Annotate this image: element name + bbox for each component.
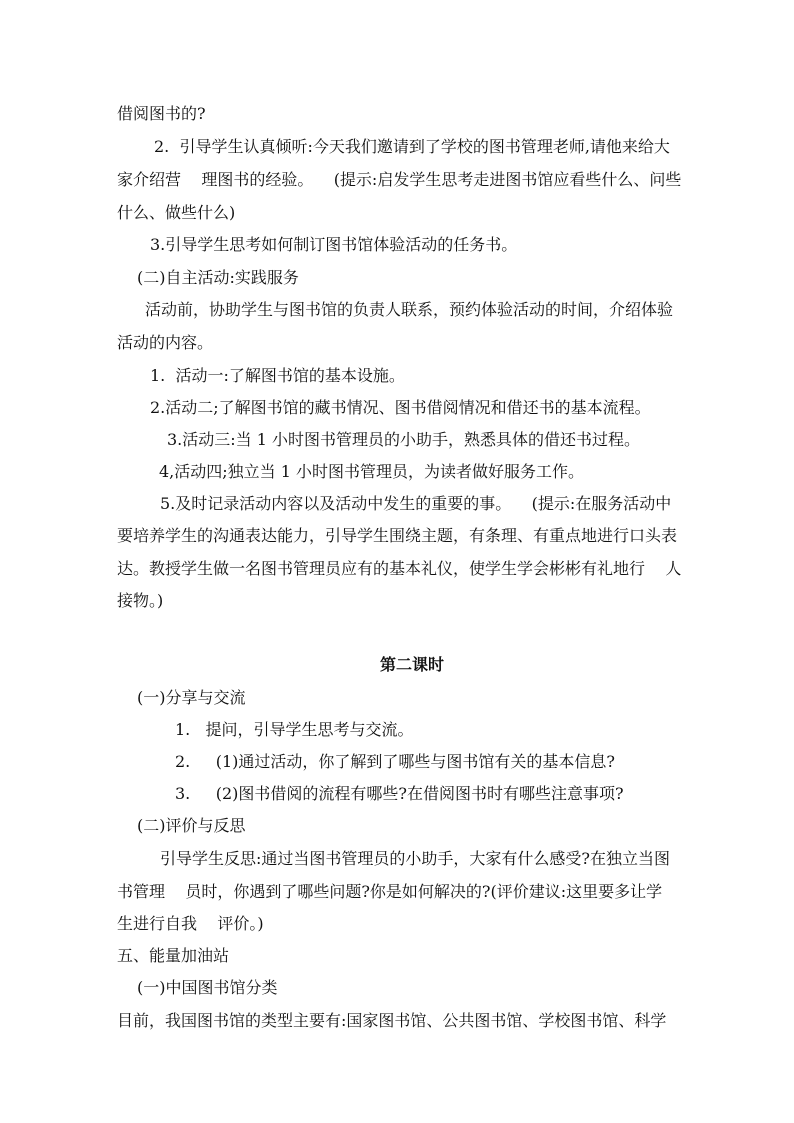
text-line: 什么、做些什么) xyxy=(117,203,236,222)
text-line: 借阅图书的? xyxy=(117,104,206,123)
section-heading: (二)评价与反思 xyxy=(137,816,246,835)
text-line: 书管理 员时，你遇到了哪些问题?你是如何解决的?(评价建议:这里要多让学 xyxy=(117,882,663,901)
text-line: 1. 活动一:了解图书馆的基本设施。 xyxy=(150,366,405,385)
text-line: 活动的内容。 xyxy=(117,333,214,352)
text-line: 2.活动二;了解图书馆的藏书情况、图书借阅情况和借还书的基本流程。 xyxy=(150,398,651,417)
text-line: 生进行自我 评价。) xyxy=(117,914,264,933)
text-line: 3. (2)图书借阅的流程有哪些?在借阅图书时有哪些注意事项? xyxy=(175,784,624,803)
text-line: 3.活动三:当 1 小时图书管理员的小助手，熟悉具体的借还书过程。 xyxy=(167,430,641,449)
text-line: 1. 提问，引导学生思考与交流。 xyxy=(175,720,414,739)
lesson-title: 第二课时 xyxy=(380,655,445,674)
text-line: 接物。) xyxy=(117,591,164,610)
text-line: 目前，我国图书馆的类型主要有:国家图书馆、公共图书馆、学校图书馆、科学 xyxy=(117,1011,667,1030)
text-line: 5.及时记录活动内容以及活动中发生的重要的事。 (提示:在服务活动中 xyxy=(160,494,672,513)
text-line: 活动前，协助学生与图书馆的负责人联系，预约体验活动的时间，介绍体验 xyxy=(145,300,674,319)
text-line: 2. 引导学生认真倾听:今天我们邀请到了学校的图书管理老师,请他来给大 xyxy=(154,137,670,156)
text-line: 达。教授学生做一名图书管理员应有的基本礼仪，使学生学会彬彬有礼地行 人 xyxy=(117,559,682,578)
text-line: 3.引导学生思考如何制订图书馆体验活动的任务书。 xyxy=(150,235,518,254)
text-line: 2. (1)通过活动，你了解到了哪些与图书馆有关的基本信息? xyxy=(175,752,615,771)
section-heading: (一)中国图书馆分类 xyxy=(137,978,278,997)
text-line: 要培养学生的沟通表达能力，引导学生围绕主题，有条理、有重点地进行口头表 xyxy=(117,526,678,545)
section-heading: (一)分享与交流 xyxy=(137,688,246,707)
text-line: 引导学生反思:通过当图书管理员的小助手，大家有什么感受?在独立当图 xyxy=(160,849,670,868)
text-line: 4,活动四;独立当 1 小时图书管理员，为读者做好服务工作。 xyxy=(159,462,585,481)
text-line: 家介绍营 理图书的经验。 (提示:启发学生思考走进图书馆应看些什么、问些 xyxy=(117,170,682,189)
section-heading: 五、能量加油站 xyxy=(117,946,230,965)
section-heading: (二)自主活动:实践服务 xyxy=(137,268,299,287)
